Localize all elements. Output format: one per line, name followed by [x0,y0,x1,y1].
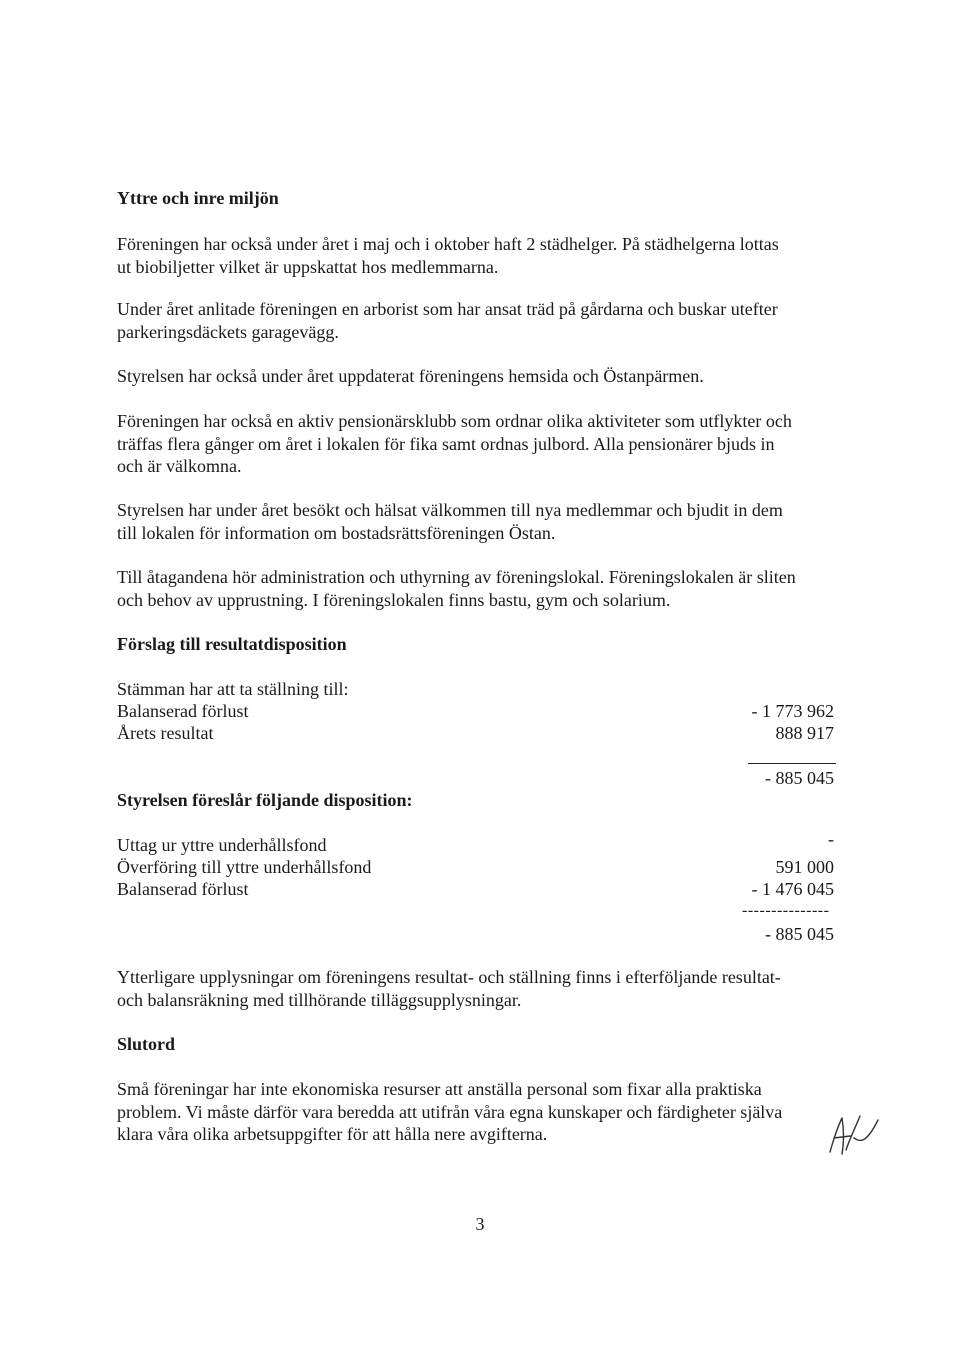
section-heading-slutord: Slutord [117,1034,176,1054]
forslag-intro: Stämman har att ta ställning till: [117,679,349,699]
line: Små föreningar har inte ekonomiska resurser att anställa personal som fixar alla praktiska [117,1079,762,1099]
line: parkeringsdäckets garagevägg. [117,321,339,342]
line: Föreningen har också under året i maj och i oktober haft 2 städhelger. På städhelgerna lottas [117,234,779,254]
forslag-total: - 885 045 [765,768,834,788]
paragraph-foreningslokal [117,566,857,611]
handwritten-signature [820,1108,884,1160]
line: problem. Vi måste därför vara beredda att utifrån våra egna kunskaper och färdigheter själva [117,1101,783,1122]
paragraph-upplysningar [117,966,857,1011]
line: träffas flera gånger om året i lokalen för fika samt ordnas julbord. Alla pensionärer bjuds in [117,433,775,454]
sum-rule [748,763,836,764]
line: och balansräkning med tillhörande tilläggsupplysningar. [117,989,522,1010]
row-value-overforing: 591 000 [775,857,834,877]
line: Styrelsen har också under året uppdaterat föreningens hemsida och Östanpärmen. [117,366,704,386]
row-value-balanserad-forlust-2: - 1 476 045 [751,879,834,899]
row-label-balanserad-forlust: Balanserad förlust [117,701,249,721]
line: Ytterligare upplysningar om föreningens resultat- och ställning finns i efterföljande resultat- [117,967,781,987]
paragraph-stadhelger [117,233,857,278]
line: och behov av upprustning. I föreningslokalen finns bastu, gym och solarium. [117,589,671,610]
row-value-uttag: - [828,829,834,849]
paragraph-hemsida [117,365,857,388]
disposition-total: - 885 045 [765,924,834,944]
line: och är välkomna. [117,456,242,476]
page-number: 3 [475,1214,485,1234]
paragraph-arborist [117,298,857,343]
line: klara våra olika arbetsuppgifter för att hålla nere avgifterna. [117,1124,548,1144]
disposition-heading: Styrelsen föreslår följande disposition: [117,790,413,810]
row-value-balanserad-forlust: - 1 773 962 [751,701,834,721]
line: Under året anlitade föreningen en arborist som har ansat träd på gårdarna och buskar utefter [117,299,778,319]
line: till lokalen för information om bostadsrättsföreningen Östan. [117,522,556,543]
line: Till åtagandena hör administration och uthyrning av föreningslokal. Föreningslokalen är sliten [117,567,796,587]
line: Föreningen har också en aktiv pensionärsklubb som ordnar olika aktiviteter som utflykter och [117,411,792,431]
row-label-uttag: Uttag ur yttre underhållsfond [117,835,327,855]
row-label-arets-resultat: Årets resultat [117,723,214,743]
section-heading-forslag: Förslag till resultatdisposition [117,634,347,654]
paragraph-pensionarsklubb [117,410,857,478]
row-label-overforing: Överföring till yttre underhållsfond [117,857,372,877]
line: ut biobiljetter vilket är uppskattat hos medlemmarna. [117,256,499,277]
section-heading-miljo: Yttre och inre miljön [117,188,279,208]
row-label-balanserad-forlust-2: Balanserad förlust [117,879,249,899]
line: Styrelsen har under året besökt och hälsat välkommen till nya medlemmar och bjudit in dem [117,500,783,520]
row-value-arets-resultat: 888 917 [775,723,834,743]
paragraph-slutord [117,1078,857,1146]
paragraph-nya-medlemmar [117,499,857,544]
dashed-separator: --------------- [742,902,830,919]
